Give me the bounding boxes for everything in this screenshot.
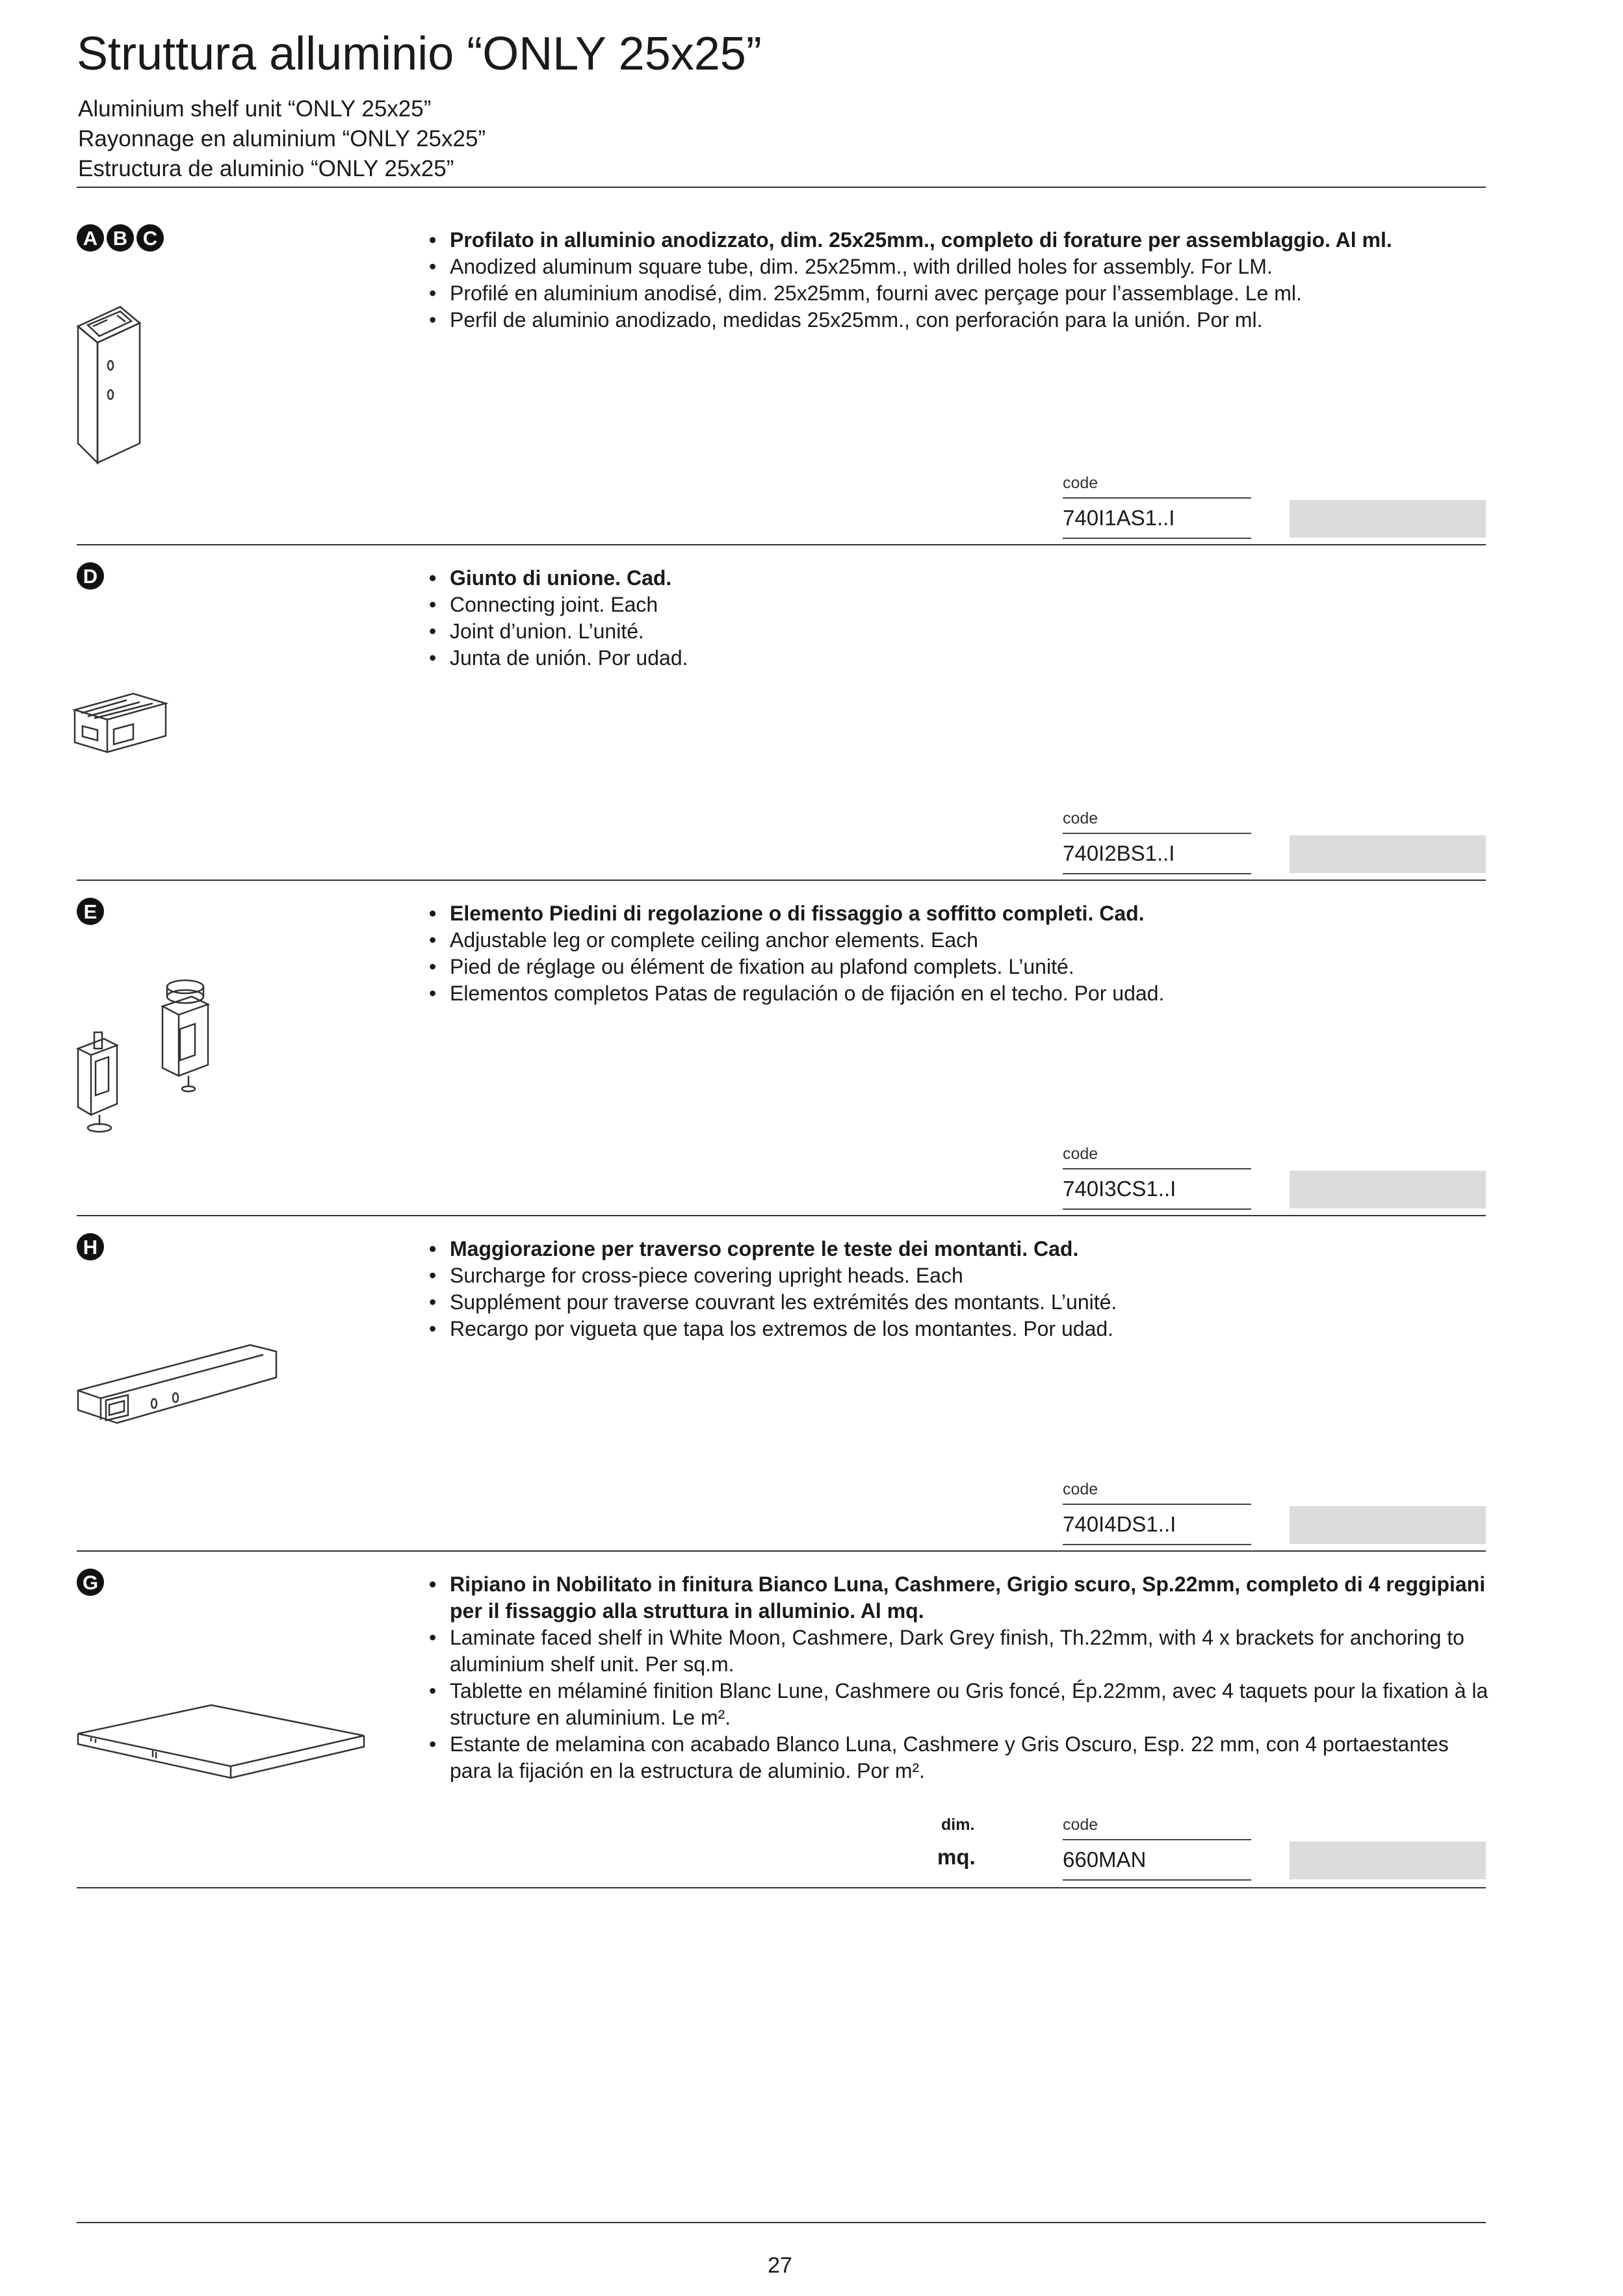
product-section-crosspiece [0,1215,1623,1553]
badge-c: C [136,224,164,252]
description-list [429,1571,1495,1784]
code-label: code [1063,474,1098,492]
badge-a: A [77,224,104,252]
product-section-legs [0,880,1623,1218]
product-code: 740I2BS1..I [1063,833,1251,874]
description-italian: • Giunto di unione. Cad. [429,565,1495,592]
description-spanish: • Recargo por vigueta que tapa los extremos de los montantes. Por udad. [429,1316,1495,1342]
description-english: • Laminate faced shelf in White Moon, Cashmere, Dark Grey finish, Th.22mm, with 4 x brackets for anchoring to aluminium shelf unit. Per sq.m. [429,1624,1495,1678]
description-french: • Tablette en mélaminé finition Blanc Lune, Cashmere ou Gris foncé, Ép.22mm, avec 4 taquets pour la fixation à la structure en aluminium. Le m². [429,1678,1495,1731]
code-label: code [1063,809,1098,828]
badge-g: G [77,1569,104,1596]
price-field [1290,500,1486,538]
subtitle-english: Aluminium shelf unit “ONLY 25x25” [78,96,432,122]
description-italian: • Elemento Piedini di regolazione o di fissaggio a soffitto completi. Cad. [429,900,1495,927]
description-list [429,1236,1495,1342]
section-badges [77,562,104,590]
description-french: • Supplément pour traverse couvrant les extrémités des montants. L’unité. [429,1289,1495,1316]
description-spanish: • Junta de unión. Por udad. [429,645,1495,672]
price-field [1290,835,1486,873]
adjustable-legs-illustration [68,977,237,1133]
description-french: • Pied de réglage ou élément de fixation au plafond complets. L’unité. [429,954,1495,980]
description-spanish: • Estante de melamina con acabado Blanco Luna, Cashmere y Gris Oscuro, Esp. 22 mm, con 4 portaestantes para la fijación en la estructura de aluminio. Por m². [429,1731,1495,1784]
product-section-shelf [0,1550,1623,1888]
description-french: • Profilé en aluminium anodisé, dim. 25x25mm, fourni avec perçage pour l’assemblage. Le ml. [429,280,1495,307]
description-english: • Connecting joint. Each [429,592,1495,618]
product-code: 740I3CS1..I [1063,1168,1251,1210]
footer-divider [77,2222,1486,2223]
description-english: • Surcharge for cross-piece covering upright heads. Each [429,1262,1495,1289]
subtitle-spanish: Estructura de aluminio “ONLY 25x25” [78,156,454,181]
description-english: • Anodized aluminum square tube, dim. 25x25mm., with drilled holes for assembly. For LM. [429,254,1495,280]
price-field [1290,1842,1486,1879]
product-code: 740I4DS1..I [1063,1504,1251,1545]
badge-b: B [107,224,134,252]
connecting-joint-illustration [68,687,179,759]
section-badges [77,1569,104,1596]
description-list [429,900,1495,1007]
section-badges [77,898,104,925]
badge-d: D [77,562,104,590]
description-spanish: • Elementos completos Patas de regulación o de fijación en el techo. Por udad. [429,980,1495,1007]
code-label: code [1063,1480,1098,1498]
description-french: • Joint d’union. L’unité. [429,618,1495,645]
badge-h: H [77,1233,104,1260]
description-italian: • Maggiorazione per traverso coprente le teste dei montanti. Cad. [429,1236,1495,1262]
subtitle-french: Rayonnage en aluminium “ONLY 25x25” [78,126,486,151]
badge-e: E [77,898,104,925]
price-field [1290,1171,1486,1208]
product-section-profile [0,206,1623,544]
cross-piece-illustration [68,1338,289,1436]
section-divider [77,1887,1486,1888]
aluminium-profile-illustration [68,304,159,473]
description-italian: • Profilato in alluminio anodizzato, dim. 25x25mm., completo di forature per assemblaggio. Al ml. [429,227,1495,254]
description-italian: • Ripiano in Nobilitato in finitura Bianco Luna, Cashmere, Grigio scuro, Sp.22mm, completo di 4 reggipiani per il fissaggio alla struttura in alluminio. Al mq. [429,1571,1495,1624]
price-field [1290,1506,1486,1544]
header-divider [77,187,1486,188]
shelf-panel-illustration [68,1700,374,1797]
description-list [429,227,1495,333]
dimension-label: dim. [941,1816,975,1834]
page-number: 27 [768,2253,792,2278]
section-badges [77,1233,104,1260]
page-title: Struttura alluminio “ONLY 25x25” [77,28,762,80]
code-label: code [1063,1145,1098,1163]
product-section-joint [0,544,1623,882]
section-badges [77,224,164,252]
description-list [429,565,1495,672]
subtitle-block [78,94,486,184]
description-english: • Adjustable leg or complete ceiling anchor elements. Each [429,927,1495,954]
dimension-value: mq. [937,1845,976,1869]
code-label: code [1063,1816,1098,1834]
product-code: 660MAN [1063,1839,1251,1881]
product-code: 740I1AS1..I [1063,497,1251,539]
description-spanish: • Perfil de aluminio anodizado, medidas 25x25mm., con perforación para la unión. Por ml. [429,307,1495,333]
